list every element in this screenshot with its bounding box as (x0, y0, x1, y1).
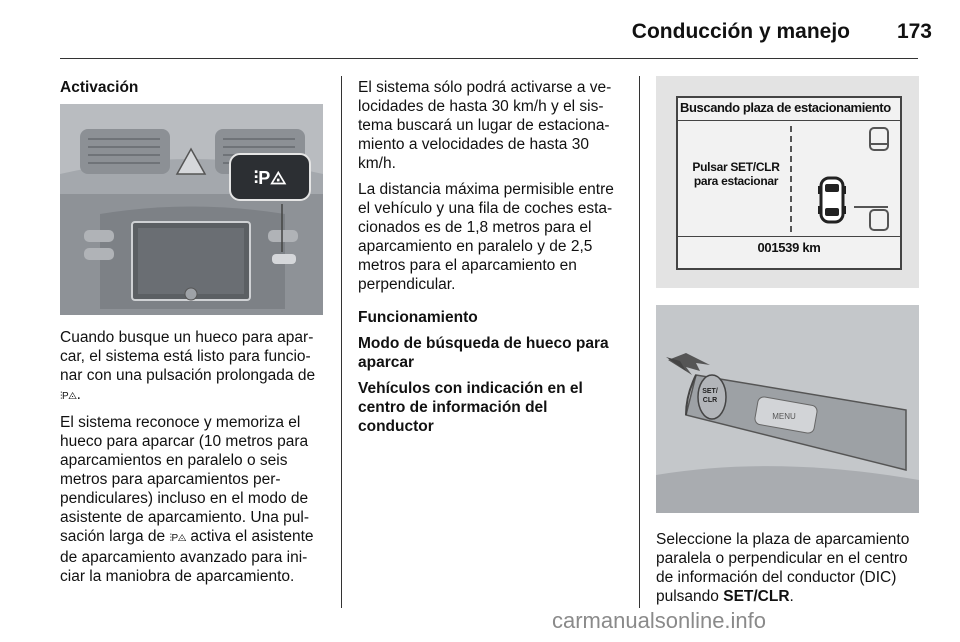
dic-title-rule (678, 120, 900, 121)
menu-label: MENU (772, 412, 796, 421)
parking-graphic (818, 126, 898, 234)
parking-lane-line (790, 126, 792, 232)
car-icon (818, 178, 846, 222)
heading-search-mode: Modo de búsqueda de hueco para aparcar (358, 335, 609, 371)
dashboard-drawing (60, 104, 323, 315)
select-paragraph: Seleccione la plaza de aparcamiento paralela o perpendicular en el centro de información del conductor (DIC) pulsando SET/CLR. (656, 531, 910, 605)
column-divider-2 (639, 76, 640, 608)
column-2 (358, 78, 624, 443)
svg-text:⫶P◬: ⫶P◬ (253, 168, 287, 188)
set-clr-label: SET/ (702, 388, 718, 395)
dic-bottom-rule (678, 236, 900, 237)
column-1-body (60, 328, 326, 593)
chapter-title: Conducción y manejo (631, 20, 850, 43)
distance-paragraph: La distancia máxima permisible entre el vehículo y una fila de coches esta-cionados es de 1,8 metros para el aparcamiento en paralelo y de 2,5 metros para el aparcamiento en perpendicular. (358, 181, 614, 293)
steering-stalk-illustration (656, 305, 919, 513)
watermark: carmanualsonline.info (552, 608, 767, 633)
park-assist-button-icon: ⫶P◬ (60, 391, 77, 402)
set-clr-button-ref: SET/CLR (723, 588, 790, 605)
svg-text:CLR: CLR (702, 397, 718, 404)
dic-display-illustration (656, 76, 919, 288)
odometer-reading: 001539 km (757, 240, 821, 255)
column-3-body (656, 530, 926, 613)
speed-paragraph: El sistema sólo podrá activarse a ve-locidades de hasta 30 km/h y el sis-tema buscará un lugar de estaciona-miento a velocidades de hasta 30 km/h. (358, 79, 612, 172)
heading-dic-vehicles: Vehículos con indicación en el centro de información del conductor (358, 380, 583, 435)
dic-screen (676, 96, 902, 270)
park-assist-button-icon: ⫶P◬ (169, 533, 187, 544)
dic-title: Buscando plaza de estacionamiento (680, 100, 891, 115)
activation-paragraph-2: El sistema reconoce y memoriza el hueco para aparcar (10 metros para aparcamientos en paralelo o seis metros para aparcamientos per-pendiculares) incluso en el modo de asistente de aparcamiento. Una pul-sación larga de ⫶P◬ activa el asistente de aparcamiento avanzado para ini-ciar la maniobra de aparcamiento. (60, 414, 314, 585)
heading-operation: Funcionamiento (358, 309, 478, 326)
dic-instruction: Pulsar SET/CLR para estacionar (692, 160, 780, 188)
stalk-drawing (656, 305, 919, 513)
activation-paragraph-1: Cuando busque un hueco para apar-car, el sistema está listo para funcio-nar con una pulsación prolongada de ⫶P◬. (60, 329, 316, 403)
header-divider (60, 58, 918, 59)
column-1 (60, 78, 326, 104)
column-divider-1 (341, 76, 342, 608)
section-heading-activation: Activación (60, 79, 139, 96)
dashboard-illustration (60, 104, 323, 315)
page-number: 173 (896, 20, 932, 43)
